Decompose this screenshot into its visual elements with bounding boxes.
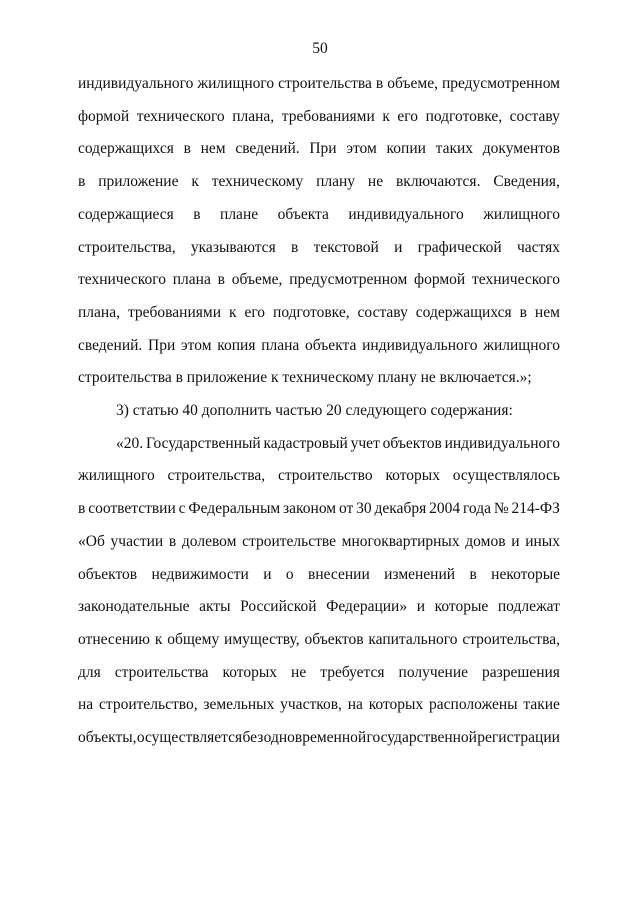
text-line: сведений. При этом копия плана объекта индивидуального жилищного [78, 336, 560, 354]
text-line: содержащиеся в плане объекта индивидуального жилищного [78, 205, 560, 223]
text-line: содержащихся в нем сведений. При этом копии таких документов [78, 140, 560, 158]
text-line: формой технического плана, требованиями к его подготовке, составу [78, 107, 560, 125]
text-line: в соответствии с Федеральным законом от 30 декабря 2004 года № 214-ФЗ [78, 500, 560, 518]
page-number: 50 [312, 40, 328, 57]
text-line: для строительства которых не требуется получение разрешения [78, 663, 560, 681]
text-line: «20. Государственный кадастровый учет объектов индивидуального [116, 434, 560, 452]
text-line: индивидуального жилищного строительства в объеме, предусмотренном [78, 75, 560, 92]
text-line: плана, требованиями к его подготовке, составу содержащихся в нем [78, 303, 560, 321]
text-line: на строительство, земельных участков, на которых расположены такие [78, 696, 560, 714]
text-line: строительства в приложение к техническому плану не включается.»; [78, 369, 532, 387]
text-line: в приложение к техническому плану не включаются. Сведения, [78, 173, 560, 191]
text-line: строительства, указываются в текстовой и графической частях [78, 238, 560, 256]
text-line: объектов недвижимости и о внесении изменений в некоторые [78, 565, 560, 583]
text-line: технического плана в объеме, предусмотренном формой технического [78, 271, 560, 289]
text-line: «Об участии в долевом строительстве многоквартирных домов и иных [78, 532, 560, 550]
text-line: отнесению к общему имуществу, объектов капитального строительства, [78, 630, 560, 648]
text-line: объекты, осуществляется без одновременной государственной регистрации [78, 729, 560, 746]
text-line: жилищного строительства, строительство которых осуществлялось [78, 467, 560, 485]
text-line: 3) статью 40 дополнить частью 20 следующего содержания: [116, 402, 513, 419]
text-line: законодательные акты Российской Федерации» и которые подлежат [78, 598, 560, 616]
